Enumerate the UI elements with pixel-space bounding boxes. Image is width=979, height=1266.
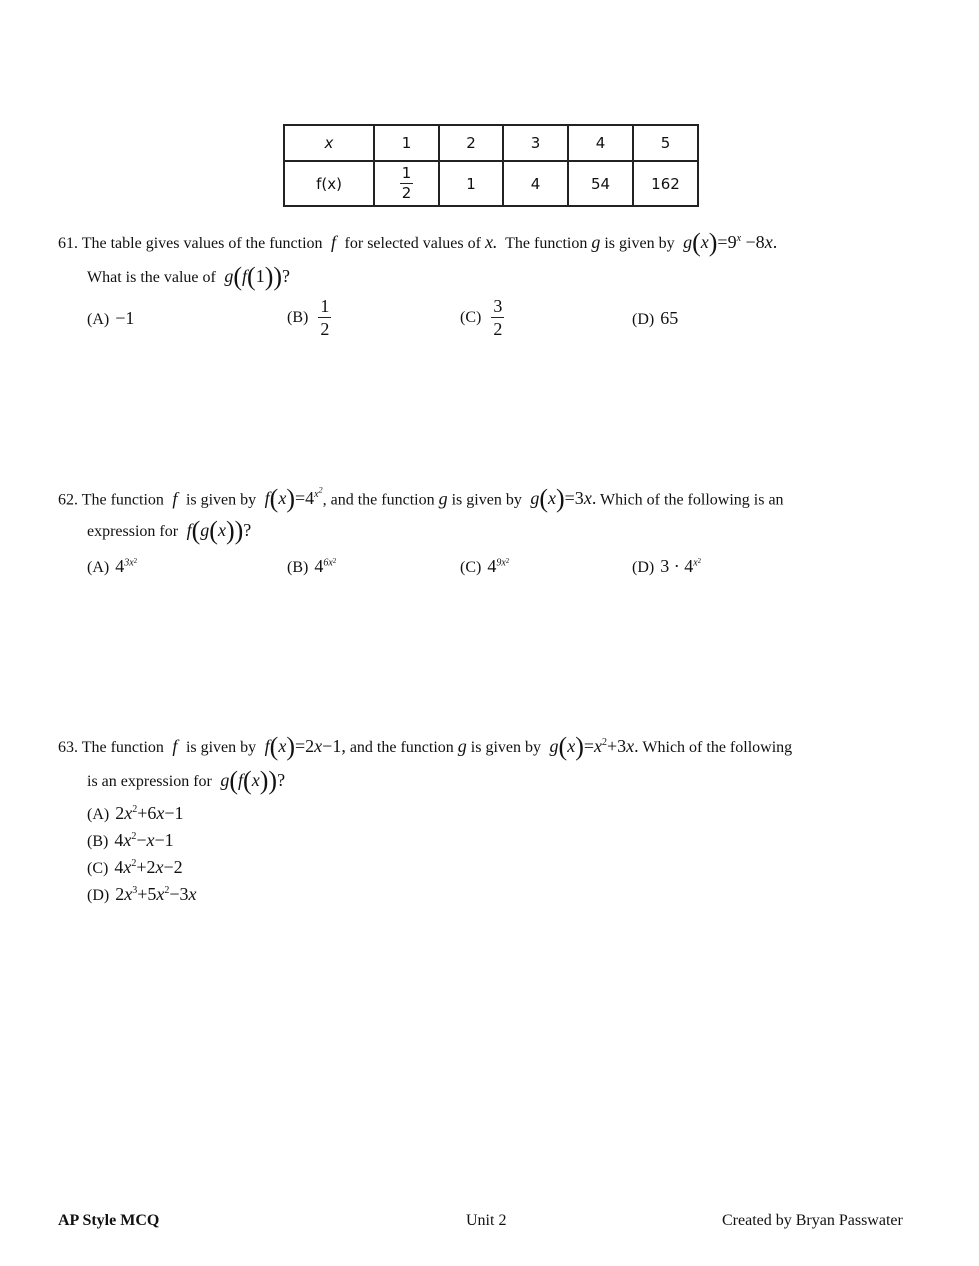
table-cell: 4 (503, 161, 568, 206)
choice-62-d[interactable]: (D) $3 \cdot 4^{x2}$ (632, 556, 702, 576)
table-cell: 2 (439, 125, 503, 161)
choice-63-d[interactable]: (D) $2x^3+5x^2-3x$ (87, 884, 197, 904)
choice-62-b[interactable]: (B) $4^{6x2}$ (287, 556, 337, 576)
table-header-row (284, 125, 698, 161)
footer-right: Created by Bryan Passwater (722, 1212, 903, 1229)
question-number: 61. (58, 235, 78, 252)
choice-63-b[interactable]: (B) $4x^2-x-1$ (87, 830, 174, 850)
table-cell: 54 (568, 161, 633, 206)
choice-61-b[interactable]: (B) $\frac{1}{2}$ (287, 296, 330, 339)
table-cell: 162 (633, 161, 698, 206)
choice-61-c[interactable]: (C) $\frac{3}{2}$ (460, 296, 503, 339)
table-cell: 4 (568, 125, 633, 161)
table-cell: 1 (439, 161, 503, 206)
table-row-label: f(x) (284, 161, 374, 206)
choice-62-c[interactable]: (C) $4^{9x2}$ (460, 556, 510, 576)
choice-61-d[interactable]: (D) 65 (632, 308, 679, 328)
question-62-line1: 62. The function f is given by $f(x)=4^{x^2}$, and the function g is given by g(x)=3x. Which of the following is an (58, 484, 784, 514)
question-number: 62. (58, 491, 78, 509)
table-cell: 5 (633, 125, 698, 161)
table-cell: 1 (374, 125, 439, 161)
question-61-line2: What is the value of g(f(1))? (87, 262, 291, 291)
choice-62-a[interactable]: (A) $4^{3x2}$ (87, 556, 138, 576)
question-63-line1: 63. The function f is given by f(x)=2x−1, and the function g is given by $g(x)=x^2+3x$. Which of the following (58, 732, 793, 761)
table-value-row (284, 161, 698, 206)
question-61-line1: 61. The table gives values of the function f for selected values of x. The function g is given by $g(x)=9^x -8x$. (58, 228, 778, 257)
table-cell: 3 (503, 125, 568, 161)
choice-63-c[interactable]: (C) $4x^2+2x-2$ (87, 857, 183, 877)
values-table (283, 124, 699, 207)
question-63-line2: is an expression for g(f(x))? (87, 766, 286, 795)
question-number: 63. (58, 739, 78, 756)
table-cell: x (284, 125, 374, 161)
choice-61-a[interactable]: (A) −1 (87, 308, 135, 328)
table-cell: $\frac{1}{2}$ (374, 161, 439, 206)
question-62-line2: expression for f(g(x))? (87, 516, 252, 545)
choice-63-a[interactable]: (A) $2x^2+6x-1$ (87, 803, 184, 823)
footer-center: Unit 2 (466, 1212, 507, 1229)
footer-left: AP Style MCQ (58, 1212, 160, 1229)
